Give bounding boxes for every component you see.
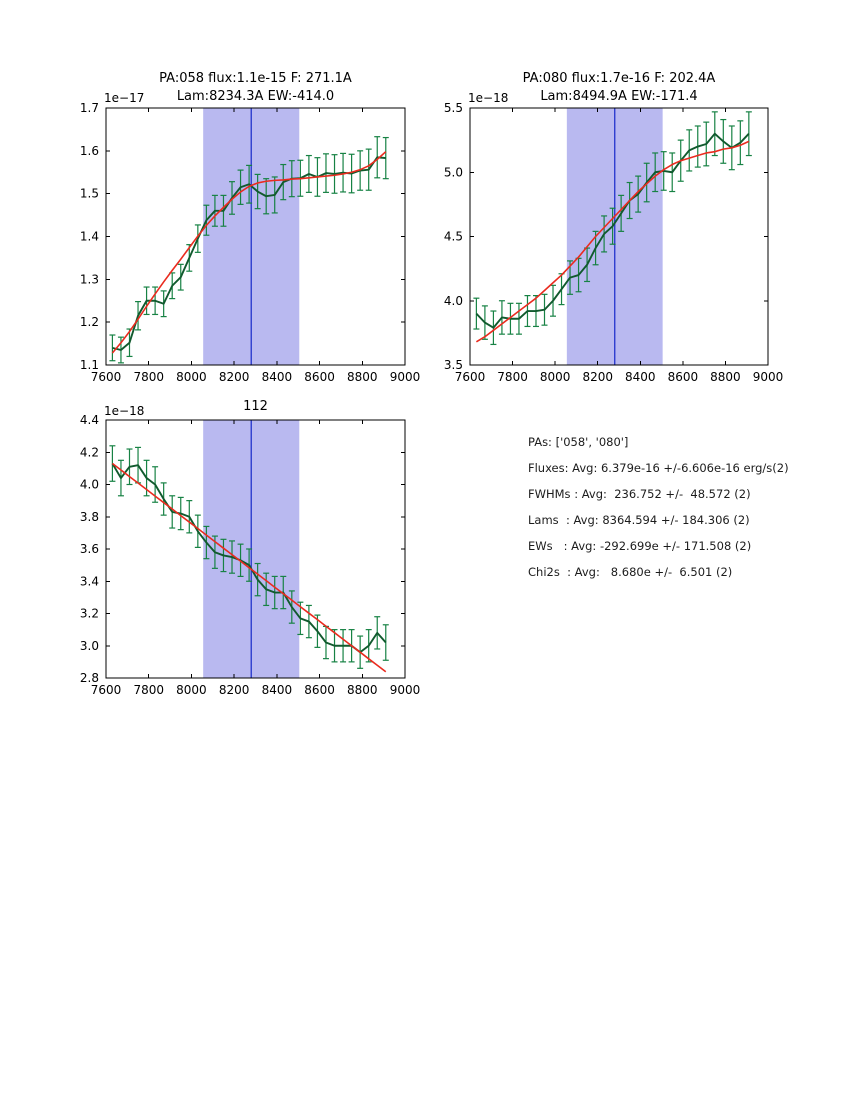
- plot-title-line2: Lam:8494.9A EW:-171.4: [540, 89, 698, 104]
- plot-title-112: [106, 398, 405, 416]
- x-tick-label: 8400: [261, 683, 293, 697]
- x-tick-label: 8000: [176, 683, 207, 697]
- y-tick-label: 4.0: [79, 477, 99, 492]
- y-tick-label: 4.2: [79, 445, 99, 460]
- plot-area-pa080: [420, 100, 784, 395]
- x-tick-label: 8600: [667, 370, 699, 384]
- x-tick-label: 7600: [90, 683, 122, 697]
- x-tick-labels: [91, 370, 420, 384]
- x-tick-label: 8200: [218, 683, 250, 697]
- x-tick-label: 8800: [347, 370, 378, 384]
- x-tick-label: 7800: [133, 683, 164, 697]
- y-tick-label: 2.8: [79, 671, 99, 685]
- y-tick-label: 3.2: [79, 606, 99, 621]
- x-tick-label: 8000: [539, 370, 571, 384]
- plot-area-pa058: [56, 100, 420, 395]
- y-tick-labels: [80, 101, 99, 372]
- x-tick-label: 8600: [304, 370, 335, 384]
- y-tick-label: 1.6: [79, 143, 99, 158]
- plot-title-pa080: [470, 70, 768, 106]
- spectrum-plot-pa080: [420, 100, 784, 395]
- stats-pas: PAs: ['058', '080']: [528, 435, 629, 449]
- x-tick-label: 7600: [90, 370, 122, 384]
- y-tick-label: 3.5: [443, 358, 463, 372]
- x-tick-label: 9000: [389, 370, 420, 384]
- plot-area-112: [56, 412, 420, 708]
- x-tick-label: 8200: [218, 370, 250, 384]
- y-tick-label: 4.5: [443, 229, 463, 244]
- y-tick-label: 3.6: [79, 542, 99, 556]
- y-tick-label: 1.5: [79, 186, 99, 201]
- y-axis-offset-label: 1e−18: [468, 91, 509, 105]
- x-tick-labels: [91, 683, 420, 697]
- y-tick-label: 1.4: [79, 229, 99, 244]
- y-tick-labels: [444, 101, 463, 372]
- y-tick-label: 3.8: [79, 509, 99, 524]
- y-tick-label: 3.0: [79, 638, 99, 653]
- x-tick-label: 9000: [752, 370, 784, 384]
- y-axis-offset-label: 1e−18: [104, 404, 145, 418]
- y-tick-label: 4.4: [79, 413, 99, 427]
- stats-fluxes: Fluxes: Avg: 6.379e-16 +/-6.606e-16 erg/s(2): [528, 461, 789, 475]
- y-tick-labels: [80, 413, 99, 685]
- y-tick-label: 5.5: [443, 101, 463, 115]
- x-tick-label: 8000: [176, 370, 207, 384]
- x-tick-label: 8600: [304, 683, 335, 697]
- x-tick-label: 8200: [582, 370, 613, 384]
- stats-lams: Lams : Avg: 8364.594 +/- 184.306 (2): [528, 513, 750, 527]
- plot-title-line1: 112: [243, 399, 268, 414]
- x-tick-label: 7800: [133, 370, 164, 384]
- plot-title-line2: Lam:8234.3A EW:-414.0: [176, 89, 335, 104]
- y-tick-label: 1.2: [79, 315, 99, 330]
- plot-title-line1: PA:080 flux:1.7e-16 F: 202.4A: [522, 71, 716, 86]
- x-tick-label: 9000: [389, 683, 420, 697]
- y-tick-label: 1.3: [79, 272, 99, 287]
- x-tick-label: 8800: [710, 370, 741, 384]
- plot-title-line1: PA:058 flux:1.1e-15 F: 271.1A: [159, 71, 352, 86]
- x-tick-label: 8800: [347, 683, 378, 697]
- y-tick-label: 1.7: [79, 101, 99, 115]
- x-tick-label: 7600: [454, 370, 486, 384]
- spectrum-plot-pa058: [56, 100, 420, 395]
- y-tick-label: 4.0: [443, 293, 463, 308]
- spectrum-plot-112: [56, 412, 420, 708]
- stats-ews: EWs : Avg: -292.699e +/- 171.508 (2): [528, 539, 752, 553]
- stats-panel: [528, 429, 789, 585]
- y-tick-label: 5.0: [443, 165, 463, 180]
- x-tick-label: 8400: [261, 370, 293, 384]
- x-tick-label: 7800: [497, 370, 528, 384]
- plot-title-pa058: [106, 70, 405, 106]
- stats-fwhms: FWHMs : Avg: 236.752 +/- 48.572 (2): [528, 487, 751, 501]
- x-tick-labels: [455, 370, 784, 384]
- y-tick-label: 1.1: [79, 358, 99, 372]
- stats-chi2s: Chi2s : Avg: 8.680e +/- 6.501 (2): [528, 565, 733, 579]
- x-tick-label: 8400: [625, 370, 656, 384]
- y-tick-label: 3.4: [79, 574, 99, 589]
- y-axis-offset-label: 1e−17: [104, 91, 145, 105]
